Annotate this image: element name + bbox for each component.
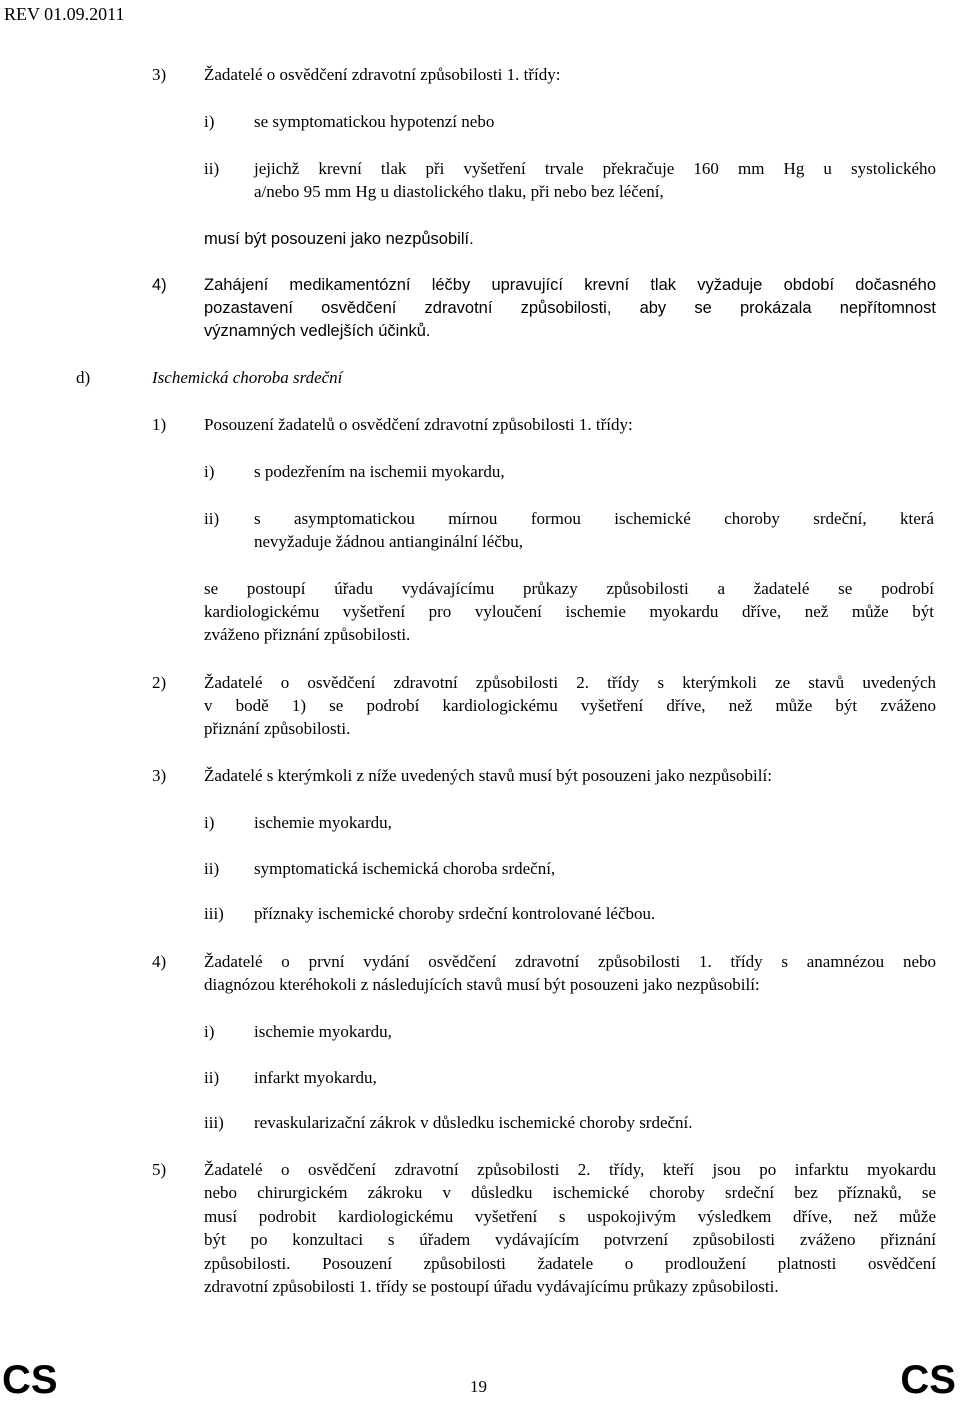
- item-number: 4): [152, 952, 167, 971]
- paragraph-line: Žadatelé o osvědčení zdravotní způsobilosti 2. třídy s kterýmkoli ze stavů uvedených: [204, 673, 936, 692]
- list-item-text: jejichž krevní tlak při vyšetření trvale překračuje 160 mm Hg u systolického: [254, 159, 936, 178]
- list-item-text: s podezřením na ischemii myokardu,: [254, 462, 505, 481]
- list-item-text: příznaky ischemické choroby srdeční kontrolované léčbou.: [254, 904, 656, 923]
- roman-numeral: i): [204, 1022, 215, 1041]
- list-item-text: se symptomatickou hypotenzí nebo: [254, 112, 495, 131]
- item-number: 2): [152, 673, 167, 692]
- paragraph-line: přiznání způsobilosti.: [204, 719, 351, 738]
- roman-numeral: ii): [204, 159, 220, 178]
- page-number: 19: [470, 1377, 487, 1396]
- conclusion-text: musí být posouzeni jako nezpůsobilí.: [204, 230, 474, 248]
- paragraph-line: kardiologickému vyšetření pro vyloučení ischemie myokardu dříve, než může být: [204, 602, 934, 621]
- item-number: 3): [152, 766, 167, 785]
- paragraph-line: v bodě 1) se podrobí kardiologickému vyšetření dříve, než může být zváženo: [204, 696, 936, 715]
- list-item-text: symptomatická ischemická choroba srdeční,: [254, 859, 556, 878]
- list-item-text: nevyžaduje žádnou antianginální léčbu,: [254, 532, 524, 551]
- paragraph-line: se postoupí úřadu vydávajícímu průkazy způsobilosti a žadatelé se podrobí: [204, 579, 934, 598]
- item-number: 3): [152, 65, 167, 84]
- list-item-text: a/nebo 95 mm Hg u diastolického tlaku, při nebo bez léčení,: [254, 182, 664, 201]
- paragraph-text: Žadatelé o osvědčení zdravotní způsobilosti 1. třídy:: [204, 65, 561, 84]
- section-title: Ischemická choroba srdeční: [152, 368, 343, 387]
- list-item-text: ischemie myokardu,: [254, 1022, 392, 1041]
- paragraph-text: Posouzení žadatelů o osvědčení zdravotní způsobilosti 1. třídy:: [204, 415, 633, 434]
- list-item-text: ischemie myokardu,: [254, 813, 392, 832]
- paragraph-line: Žadatelé o osvědčení zdravotní způsobilosti 2. třídy, kteří jsou po infarktu myokardu: [204, 1160, 936, 1179]
- footer-language-code-left: CS: [2, 1358, 58, 1402]
- paragraph-line: být po konzultaci s úřadem vydávajícím potvrzení způsobilosti zváženo přiznání: [204, 1230, 936, 1249]
- paragraph-line: významných vedlejších účinků.: [204, 322, 431, 340]
- list-item-text: infarkt myokardu,: [254, 1068, 377, 1087]
- paragraph-line: zváženo přiznání způsobilosti.: [204, 625, 411, 644]
- footer-language-code-right: CS: [900, 1358, 956, 1402]
- roman-numeral: ii): [204, 859, 220, 878]
- revision-header: REV 01.09.2011: [4, 4, 125, 24]
- paragraph-line: musí podrobit kardiologickému vyšetření s uspokojivým výsledkem dříve, než může: [204, 1207, 936, 1226]
- list-item-text: revaskularizační zákrok v důsledku ischemické choroby srdeční.: [254, 1113, 693, 1132]
- item-number: 4): [152, 276, 167, 294]
- item-number: 5): [152, 1160, 167, 1179]
- paragraph-line: nebo chirurgickém zákroku v důsledku ischemické choroby srdeční bez příznaků, se: [204, 1183, 936, 1202]
- paragraph-line: pozastavení osvědčení zdravotní způsobilosti, aby se prokázala nepřítomnost: [204, 299, 936, 317]
- roman-numeral: iii): [204, 1113, 224, 1132]
- paragraph-line: Žadatelé o první vydání osvědčení zdravotní způsobilosti 1. třídy s anamnézou nebo: [204, 952, 936, 971]
- paragraph-line: zdravotní způsobilosti 1. třídy se postoupí úřadu vydávajícímu průkazy způsobilosti.: [204, 1277, 779, 1296]
- paragraph-line: způsobilosti. Posouzení způsobilosti žadatele o prodloužení platnosti osvědčení: [204, 1254, 936, 1273]
- roman-numeral: i): [204, 462, 215, 481]
- paragraph-line: Zahájení medikamentózní léčby upravující krevní tlak vyžaduje období dočasného: [204, 276, 936, 294]
- item-number: 1): [152, 415, 167, 434]
- roman-numeral: ii): [204, 509, 220, 528]
- paragraph-line: diagnózou kteréhokoli z následujících stavů musí být posouzeni jako nezpůsobilí:: [204, 975, 760, 994]
- roman-numeral: iii): [204, 904, 224, 923]
- section-letter: d): [76, 368, 91, 387]
- roman-numeral: i): [204, 112, 215, 131]
- paragraph-text: Žadatelé s kterýmkoli z níže uvedených stavů musí být posouzeni jako nezpůsobilí:: [204, 766, 772, 785]
- roman-numeral: i): [204, 813, 215, 832]
- list-item-text: s asymptomatickou mírnou formou ischemické choroby srdeční, která: [254, 509, 934, 528]
- roman-numeral: ii): [204, 1068, 220, 1087]
